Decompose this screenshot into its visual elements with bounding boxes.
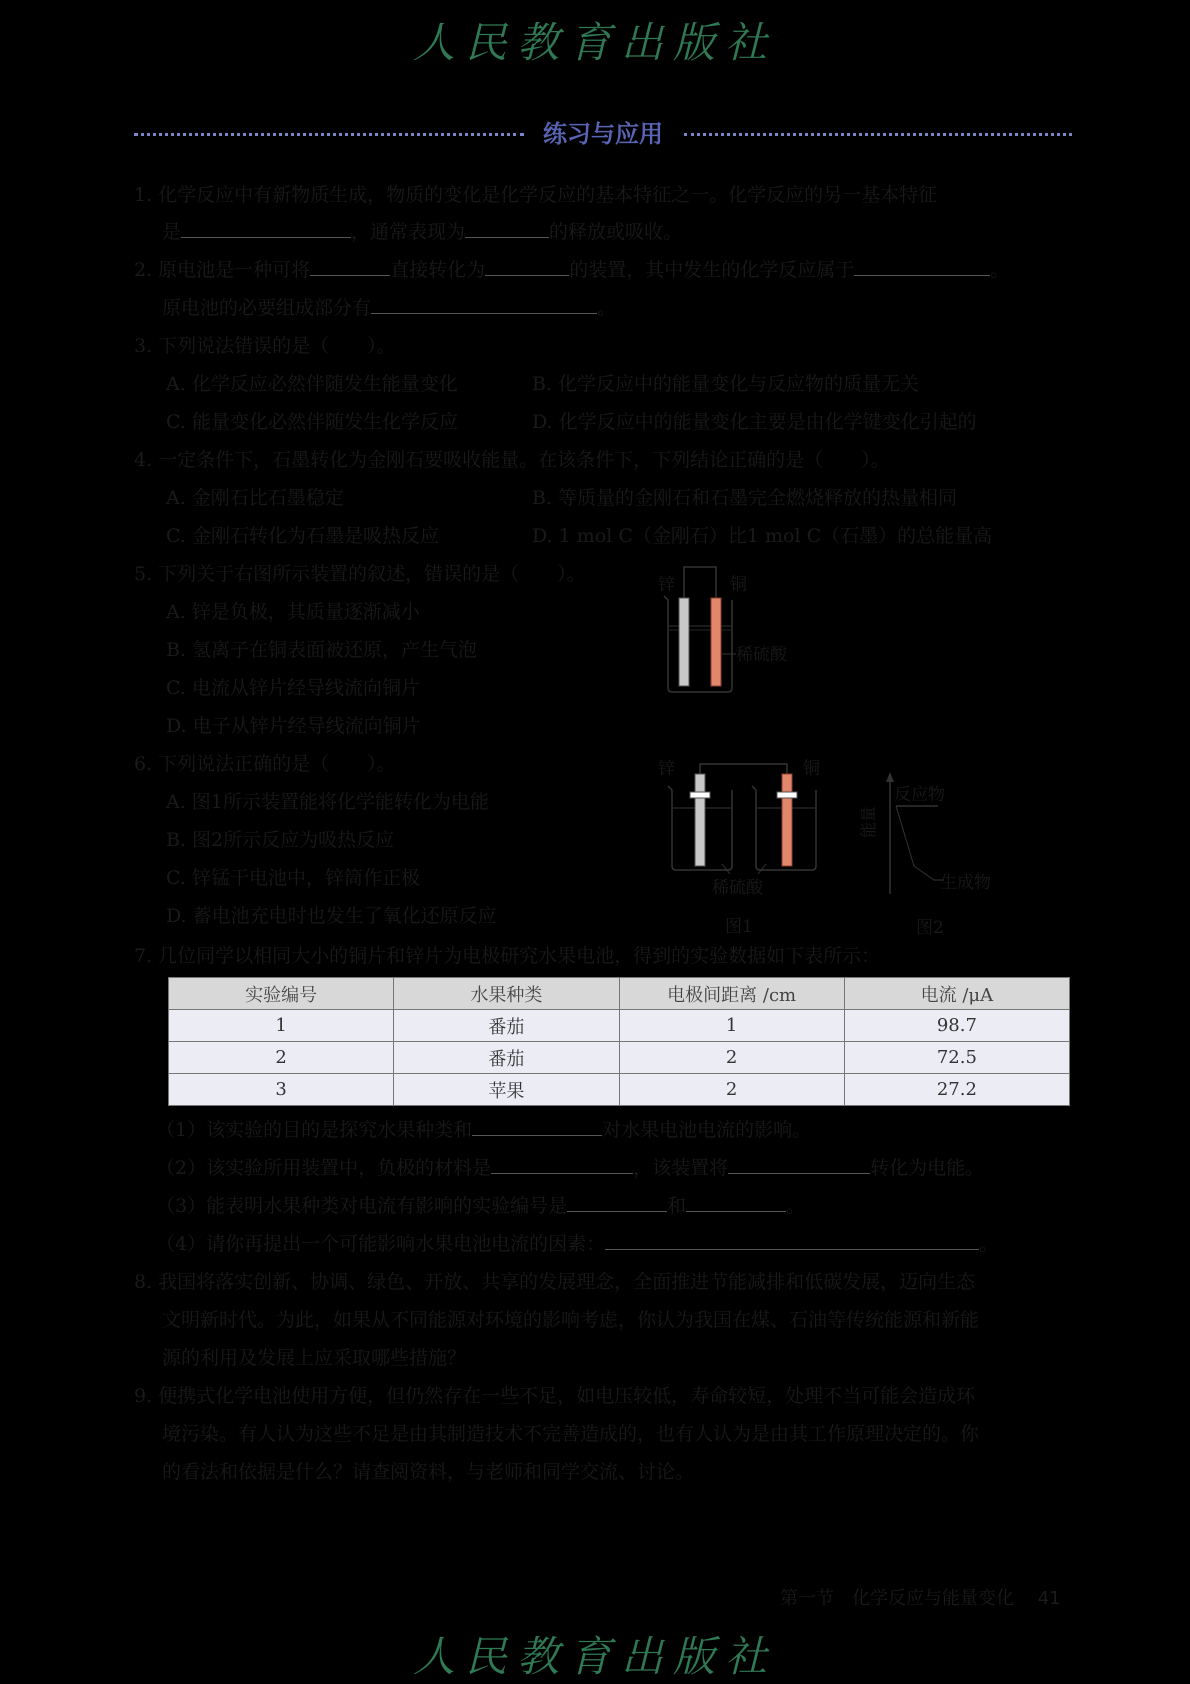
q1-text-a: 是 <box>162 221 182 243</box>
table-cell: 番茄 <box>394 1010 619 1042</box>
q3-option-d[interactable]: D. 化学反应中的能量变化主要是由化学键变化引起的 <box>532 411 977 433</box>
q7-sub3 <box>156 1194 805 1218</box>
table-row <box>169 1042 1070 1074</box>
q6-copper-clip <box>777 792 797 798</box>
q6-option-b[interactable]: B. 图2所示反应为吸热反应 <box>166 829 395 851</box>
q7-sub3-text-c: 。 <box>786 1195 806 1217</box>
q1-text-c: 的释放或吸收。 <box>549 221 683 243</box>
q7-sub3-blank-1[interactable] <box>567 1195 667 1212</box>
q5-beaker <box>664 596 732 692</box>
q7-header-current: 电流 /μA <box>844 978 1069 1010</box>
q4-stem: 4. 一定条件下，石墨转化为金刚石要吸收能量。在该条件下，下列结论正确的是（ ）。 <box>134 449 890 471</box>
q5-acid-label: 稀硫酸 <box>736 645 787 665</box>
q6-energy-label: 能量 <box>859 805 878 839</box>
q9-line2: 境污染。有人认为这些不足是由其制造技术不完善造成的，也有人认为是由其工作原理决定的。你 <box>162 1423 980 1445</box>
q5-zinc-label: 锌 <box>658 575 675 595</box>
q6-stem: 6. 下列说法正确的是（ ）。 <box>134 753 396 775</box>
q2-line1 <box>134 258 1009 282</box>
q7-sub3-blank-2[interactable] <box>686 1195 786 1212</box>
q6-acid-label: 稀硫酸 <box>712 878 763 898</box>
q3-stem: 3. 下列说法错误的是（ ）。 <box>134 335 396 357</box>
q8-line3: 源的利用及发展上应采取哪些措施？ <box>162 1347 467 1369</box>
q7-table-header-row <box>169 978 1070 1010</box>
table-cell: 1 <box>169 1010 394 1042</box>
q7-sub2-blank-2[interactable] <box>728 1157 870 1174</box>
table-cell: 苹果 <box>394 1074 619 1106</box>
page-number: 41 <box>1037 1588 1061 1609</box>
q1-text-b: ，通常表现为 <box>351 221 466 243</box>
q5-copper-label: 铜 <box>730 575 747 595</box>
q2-text-f: 。 <box>597 297 617 319</box>
q2-line2 <box>162 296 616 320</box>
q5-galvanic-cell-figure <box>650 562 810 697</box>
q7-data-table <box>168 977 1070 1106</box>
q6-energy-axis-label <box>859 806 878 838</box>
q6-figure2-energy-diagram <box>858 770 1018 942</box>
q5-wire <box>684 567 716 602</box>
q3-option-a[interactable]: A. 化学反应必然伴随发生能量变化 <box>166 373 458 395</box>
q5-stem: 5. 下列关于右图所示装置的叙述，错误的是（ ）。 <box>134 563 586 585</box>
q2-text-e: 原电池的必要组成部分有 <box>162 297 372 319</box>
q2-blank-1[interactable] <box>310 259 390 276</box>
q6-option-c[interactable]: C. 锌锰干电池中，锌筒作正极 <box>166 867 420 889</box>
q1-blank-2[interactable] <box>465 221 549 238</box>
q3-option-b[interactable]: B. 化学反应中的能量变化与反应物的质量无关 <box>532 373 920 395</box>
q6-zinc-electrode <box>695 774 705 866</box>
q4-option-b[interactable]: B. 等质量的金刚石和石墨完全燃烧释放的热量相同 <box>532 487 958 509</box>
page-footer <box>780 1584 1061 1610</box>
section-divider-left <box>134 133 524 136</box>
q2-blank-3[interactable] <box>854 259 990 276</box>
q9-line3: 的看法和依据是什么？请查阅资料，与老师和同学交流、讨论。 <box>162 1461 695 1483</box>
q2-blank-2[interactable] <box>485 259 569 276</box>
q7-sub4 <box>156 1232 998 1256</box>
table-row <box>169 1074 1070 1106</box>
section-divider-right <box>684 133 1072 136</box>
q7-stem: 7. 几位同学以相同大小的铜片和锌片为电极研究水果电池，得到的实验数据如下表所示： <box>134 945 881 967</box>
q6-acid-pointer-left <box>722 864 730 874</box>
q7-sub3-text-b: 和 <box>667 1195 687 1217</box>
q7-sub4-text-b: 。 <box>979 1233 999 1255</box>
publisher-logo-top: 人民教育出版社 <box>412 18 777 67</box>
q7-sub1-text-b: 对水果电池电流的影响。 <box>602 1119 812 1141</box>
q2-text-a: 2. 原电池是一种可将 <box>134 259 311 281</box>
q6-reactants-label: 反应物 <box>894 785 945 805</box>
q6-acid-pointer-right <box>758 864 766 874</box>
table-cell: 2 <box>169 1042 394 1074</box>
q7-sub1-blank[interactable] <box>472 1119 602 1136</box>
q1-blank-1[interactable] <box>181 221 351 238</box>
q5-option-a[interactable]: A. 锌是负极，其质量逐渐减小 <box>166 601 420 623</box>
q6-option-a[interactable]: A. 图1所示装置能将化学能转化为电能 <box>166 791 489 813</box>
q7-sub4-blank[interactable] <box>605 1233 979 1250</box>
q7-header-fruit-type: 水果种类 <box>394 978 619 1010</box>
table-row <box>169 1010 1070 1042</box>
q2-blank-4[interactable] <box>371 297 597 314</box>
q6-copper-label: 铜 <box>803 759 820 779</box>
table-cell: 1 <box>619 1010 844 1042</box>
table-cell: 3 <box>169 1074 394 1106</box>
q6-figure1-caption: 图1 <box>725 917 753 937</box>
q5-option-b[interactable]: B. 氢离子在铜表面被还原，产生气泡 <box>166 639 478 661</box>
q7-sub2-text-a: （2）该实验所用装置中，负极的材料是 <box>156 1157 492 1179</box>
table-cell: 2 <box>619 1042 844 1074</box>
table-cell: 27.2 <box>844 1074 1069 1106</box>
table-cell: 番茄 <box>394 1042 619 1074</box>
table-cell: 2 <box>619 1074 844 1106</box>
q7-sub1 <box>156 1118 811 1142</box>
q6-zinc-label: 锌 <box>658 759 675 779</box>
q7-sub2-blank-1[interactable] <box>491 1157 633 1174</box>
q2-text-b: 直接转化为 <box>390 259 486 281</box>
q6-energy-axis-arrow <box>886 772 894 782</box>
q1-line1: 1. 化学反应中有新物质生成，物质的变化是化学反应的基本特征之一。化学反应的另一基本特征 <box>134 184 938 206</box>
q9-line1: 9. 便携式化学电池使用方便，但仍然存在一些不足，如电压较低，寿命较短，处理不当可能会造成环 <box>134 1385 976 1407</box>
q4-option-d[interactable]: D. 1 mol C（金刚石）比1 mol C（石墨）的总能量高 <box>532 525 993 547</box>
q2-text-d: 。 <box>990 259 1010 281</box>
q8-line1: 8. 我国将落实创新、协调、绿色、开放、共享的发展理念，全面推进节能减排和低碳发展，迈向生态 <box>134 1271 976 1293</box>
table-cell: 98.7 <box>844 1010 1069 1042</box>
q1-line2 <box>162 220 682 244</box>
q6-transition-line <box>896 806 914 866</box>
q8-line2: 文明新时代。为此，如果从不同能源对环境的影响考虑，你认为我国在煤、石油等传统能源和新能 <box>162 1309 980 1331</box>
q7-sub2-text-b: ，该装置将 <box>633 1157 729 1179</box>
q6-zinc-clip <box>690 792 710 798</box>
q2-text-c: 的装置，其中发生的化学反应属于 <box>569 259 855 281</box>
footer-section-title: 第一节 化学反应与能量变化 <box>780 1588 1014 1609</box>
q6-figure1-cells <box>650 752 830 942</box>
q6-figure2-caption: 图2 <box>916 918 944 938</box>
q4-option-c[interactable]: C. 金刚石转化为石墨是吸热反应 <box>166 525 439 547</box>
table-cell: 72.5 <box>844 1042 1069 1074</box>
q5-copper-electrode <box>711 598 721 686</box>
q3-option-c[interactable]: C. 能量变化必然伴随发生化学反应 <box>166 411 458 433</box>
q5-option-d[interactable]: D. 电子从锌片经导线流向铜片 <box>166 715 421 737</box>
q7-sub4-text-a: （4）请你再提出一个可能影响水果电池电流的因素： <box>156 1233 606 1255</box>
q5-option-c[interactable]: C. 电流从锌片经导线流向铜片 <box>166 677 420 699</box>
q6-option-d[interactable]: D. 蓄电池充电时也发生了氧化还原反应 <box>166 905 497 927</box>
q7-header-experiment-id: 实验编号 <box>169 978 394 1010</box>
q6-wire <box>700 764 787 774</box>
q7-sub1-text-a: （1）该实验的目的是探究水果种类和 <box>156 1119 473 1141</box>
q6-products-label: 生成物 <box>940 873 991 893</box>
q7-sub2-text-c: 转化为电能。 <box>870 1157 985 1179</box>
publisher-logo-bottom: 人民教育出版社 <box>412 1632 777 1681</box>
q7-sub3-text-a: （3）能表明水果种类对电流有影响的实验编号是 <box>156 1195 568 1217</box>
q7-sub2 <box>156 1156 984 1180</box>
q6-copper-electrode <box>782 774 792 866</box>
q5-zinc-electrode <box>679 598 689 686</box>
q7-header-electrode-distance: 电极间距离 /cm <box>619 978 844 1010</box>
section-title: 练习与应用 <box>543 120 663 148</box>
q4-option-a[interactable]: A. 金刚石比石墨稳定 <box>166 487 344 509</box>
